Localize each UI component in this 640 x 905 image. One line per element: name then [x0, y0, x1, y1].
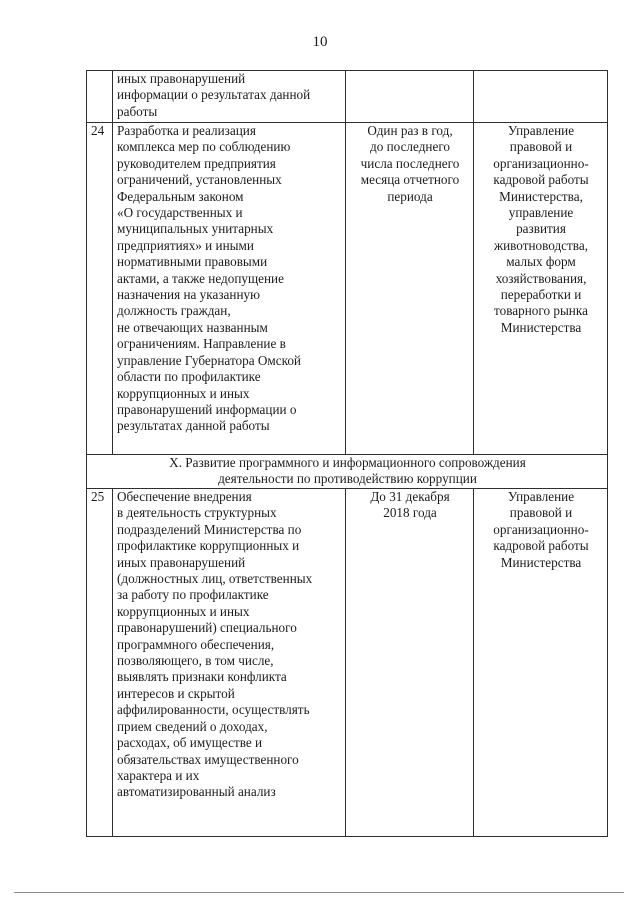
row-number: 25 — [87, 489, 113, 837]
executor-line: животноводства, — [493, 237, 589, 253]
measure-line: иных правонарушений — [117, 71, 246, 86]
anti-corruption-plan-table — [86, 70, 608, 837]
measure-line: подразделений Министерства по — [117, 521, 302, 537]
measure-line: назначения на указанную — [117, 287, 260, 303]
row-number: 24 — [87, 123, 113, 455]
executor-line: Министерства — [500, 554, 582, 570]
measure-line: ограничениям. Направление в — [117, 336, 286, 352]
measure-cell — [113, 71, 346, 123]
executor-cell — [474, 489, 608, 837]
table-row — [87, 123, 608, 455]
measure-line: нормативными правовыми — [117, 254, 268, 270]
measure-cell — [113, 489, 346, 837]
measure-line: выявлять признаки конфликта — [117, 669, 287, 685]
deadline-cell — [346, 71, 474, 123]
measure-line: Обеспечение внедрения — [117, 489, 252, 504]
deadline-line: До 31 декабря — [370, 489, 450, 504]
executor-line: правовой и — [509, 139, 573, 155]
measure-line: позволяющего, в том числе, — [117, 653, 274, 669]
executor-line: хозяйствования, — [495, 270, 587, 286]
measure-line: обязательствах имущественного — [117, 751, 299, 767]
section-heading-row — [87, 455, 608, 489]
executor-cell — [474, 71, 608, 123]
executor-line: правовой и — [509, 505, 573, 521]
deadline-cell — [346, 489, 474, 837]
deadline-line: месяца отчетного — [360, 172, 460, 188]
measure-line: интересов и скрытой — [117, 685, 235, 701]
measure-line: руководителем предприятия — [117, 155, 276, 171]
measure-line: результатах данной работы — [117, 418, 270, 434]
executor-line: Министерства — [500, 319, 582, 335]
table-row — [87, 489, 608, 837]
deadline-line: Один раз в год, — [367, 123, 453, 138]
measure-line: коррупционных и иных — [117, 603, 250, 619]
executor-line: кадровой работы — [493, 172, 589, 188]
scan-edge-line — [14, 892, 624, 893]
section-heading-line: X. Развитие программного и информационного сопровождения — [169, 455, 526, 470]
executor-line: управление — [508, 205, 574, 221]
deadline-line: числа последнего — [360, 155, 460, 171]
measure-line: работы — [117, 103, 158, 119]
row-number — [87, 71, 113, 123]
executor-cell — [474, 123, 608, 455]
executor-line: организационно- — [493, 155, 589, 171]
measure-line: коррупционных и иных — [117, 385, 250, 401]
section-heading — [87, 455, 608, 489]
measure-cell — [113, 123, 346, 455]
executor-line: Министерства, — [499, 188, 583, 204]
deadline-line: до последнего — [370, 139, 450, 155]
measure-line: муниципальных унитарных — [117, 221, 274, 237]
measure-line: предприятиях» и иными — [117, 237, 254, 253]
measure-line: Разработка и реализация — [117, 123, 256, 138]
executor-line: Управление — [507, 123, 575, 138]
measure-line: правонарушений) специального — [117, 620, 297, 636]
measure-line: информации о результатах данной — [117, 87, 311, 103]
measure-line: должность граждан, — [117, 303, 231, 319]
executor-line: Управление — [507, 489, 575, 504]
measure-line: «О государственных и — [117, 205, 243, 221]
measure-line: не отвечающих названным — [117, 319, 268, 335]
executor-line: переработки и — [500, 287, 582, 303]
measure-line: в деятельность структурных — [117, 505, 277, 521]
deadline-line: периода — [387, 188, 433, 204]
deadline-cell — [346, 123, 474, 455]
executor-line: товарного рынка — [494, 303, 588, 319]
page-number: 10 — [312, 34, 328, 50]
deadline-line: 2018 года — [383, 505, 437, 521]
executor-line: развития — [516, 221, 566, 237]
measure-line: (должностных лиц, ответственных — [117, 571, 313, 587]
measure-line: Федеральным законом — [117, 188, 244, 204]
executor-line: организационно- — [493, 521, 589, 537]
measure-line: комплекса мер по соблюдению — [117, 139, 291, 155]
table-row — [87, 71, 608, 123]
measure-line: программного обеспечения, — [117, 636, 275, 652]
executor-line: кадровой работы — [493, 538, 589, 554]
measure-line: управление Губернатора Омской — [117, 352, 301, 368]
measure-line: актами, а также недопущение — [117, 270, 284, 286]
measure-line: аффилированности, осуществлять — [117, 702, 310, 718]
measure-line: правонарушений информации о — [117, 401, 297, 417]
measure-line: характера и их — [117, 767, 200, 783]
measure-line: области по профилактике — [117, 369, 261, 385]
measure-line: автоматизированный анализ — [117, 784, 276, 800]
measure-line: иных правонарушений — [117, 554, 246, 570]
executor-line: малых форм — [506, 254, 576, 270]
measure-line: ограничений, установленных — [117, 172, 282, 188]
measure-line: профилактике коррупционных и — [117, 538, 300, 554]
measure-line: расходах, об имуществе и — [117, 735, 263, 751]
measure-line: прием сведений о доходах, — [117, 718, 268, 734]
section-heading-line: деятельности по противодействию коррупции — [218, 471, 477, 487]
measure-line: за работу по профилактике — [117, 587, 269, 603]
